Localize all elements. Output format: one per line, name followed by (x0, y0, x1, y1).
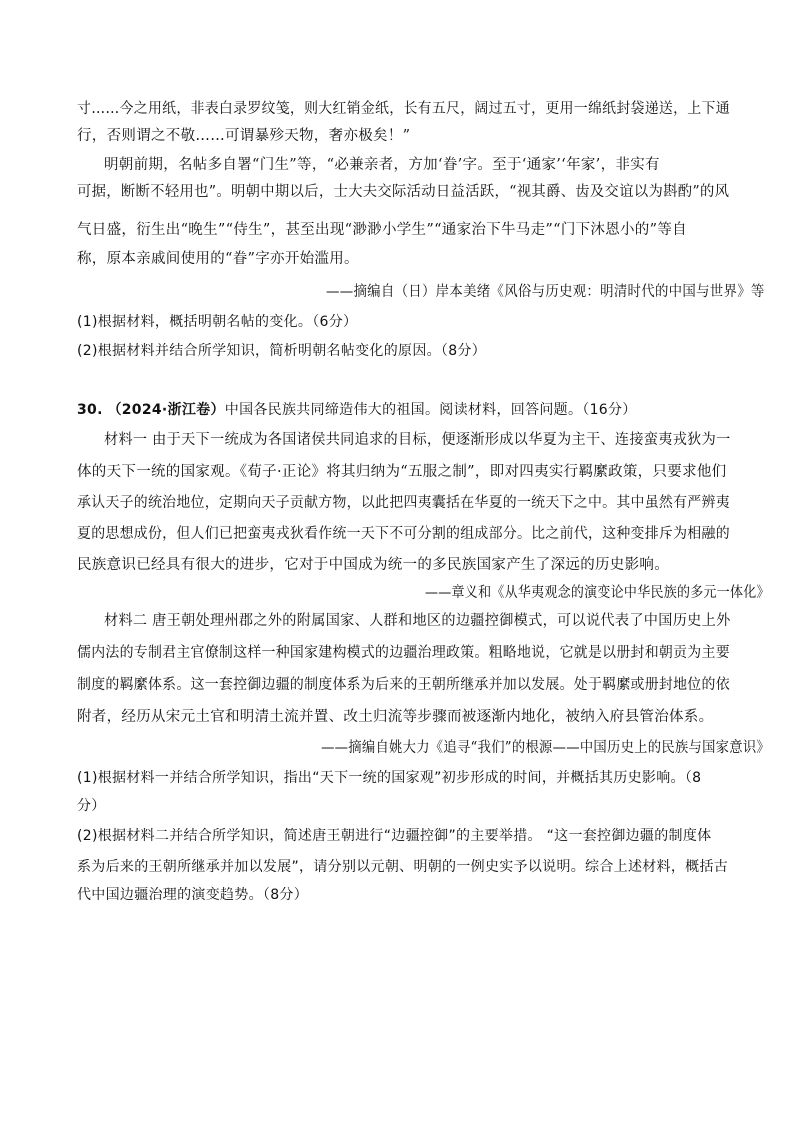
passage-line: 可据，断断不轻用也”。明朝中期以后，士大夫交际活动日益活跃，“视其爵、齿及交谊以为斟酌”的风 (77, 184, 730, 200)
material2-source: ——摘编自姚大力《追寻“我们”的根源——中国历史上的民族与国家意识》 (321, 740, 770, 756)
q30-stem: 中国各民族共同缔造伟大的祖国。阅读材料，回答问题。（16分） (224, 402, 637, 418)
q30-header (77, 401, 637, 419)
q30-sub2-line: 代中国边疆治理的演变趋势。（8分） (77, 887, 309, 903)
q30-sub1-line: (1)根据材料一并结合所学知识，指出“天下一统的国家观”初步形成的时间，并概括其历史影响。（8 (77, 770, 702, 786)
material2-line: 附者，经历从宋元土官和明清土流并置、改土归流等步骤而被逐渐内地化，被纳入府县管治体系。 (77, 709, 714, 725)
q30-tag: （2024·浙江卷） (107, 402, 225, 418)
passage-line: 气日盛，衍生出“晚生”“侍生”，甚至出现“渺渺小学生”“通家治下牛马走”“门下沐恩小的”等自 (77, 222, 687, 238)
passage-line: 行，否则谓之不敬……可谓暴殄天物，奢亦极矣！” (77, 128, 411, 144)
q30-sub1-line: 分） (77, 798, 106, 814)
material2-line: 儒内法的专制君主官僚制这样一种国家建构模式的边疆治理政策。粗略地说，它就是以册封和朝贡为主要 (77, 645, 730, 661)
material1-line: 夏的思想成份，但人们已把蛮夷戎狄看作统一天下不可分割的组成部分。比之前代，这种变排斥为相融的 (77, 526, 730, 542)
question-1: (1)根据材料，概括明朝名帖的变化。（6分） (77, 314, 358, 330)
material1-line: 承认天子的统治地位，定期向天子贡献方物，以此把四夷囊括在华夏的一统天下之中。其中虽然有严辨夷 (77, 495, 730, 511)
material2-line: 制度的羁縻体系。这一套控御边疆的制度体系为后来的王朝所继承并加以发展。处于羁縻或册封地位的依 (77, 677, 730, 693)
material1-line: 民族意识已经具有很大的进步，它对于中国成为统一的多民族国家产生了深远的历史影响。 (77, 557, 669, 573)
material1-line: 材料一 由于天下一统成为各国诸侯共同追求的目标，便逐渐形成以华夏为主干、连接蛮夷戎狄为一 (104, 432, 731, 448)
q30-sub2-line: 系为后来的王朝所继承并加以发展”，请分别以元朝、明朝的一例史实予以说明。综合上述材料，概括古 (77, 859, 729, 875)
passage-line: 称，原本亲戚间使用的“眷”字亦开始滥用。 (77, 251, 359, 267)
q30-number: 30. (77, 402, 103, 418)
material2-line: 材料二 唐王朝处理州郡之外的附属国家、人群和地区的边疆控御模式，可以说代表了中国历史上外 (104, 613, 731, 629)
question-2: (2)根据材料并结合所学知识，简析明朝名帖变化的原因。（8分） (77, 343, 487, 359)
passage-source: ——摘编自（日）岸本美绪《风俗与历史观：明清时代的中国与世界》等 (326, 284, 765, 300)
passage-line: 明朝前期，名帖多自署“门生”等，“必兼亲者，方加‘眷’字。至于‘通家’‘年家’，非实有 (104, 157, 660, 173)
material1-source: ——章义和《从华夷观念的演变论中华民族的多元一体化》 (425, 585, 770, 601)
q30-sub2-line: (2)根据材料二并结合所学知识，简述唐王朝进行“边疆控御”的主要举措。 “这一套控御边疆的制度体 (77, 828, 712, 844)
passage-line: 寸……今之用纸，非表白录罗纹笺，则大红销金纸，长有五尺，阔过五寸，更用一绵纸封袋递送，上下通 (77, 101, 730, 117)
material1-line: 体的天下一统的国家观。《荀子·正论》将其归纳为“五服之制”，即对四夷实行羁縻政策，只要求他们 (77, 464, 727, 480)
